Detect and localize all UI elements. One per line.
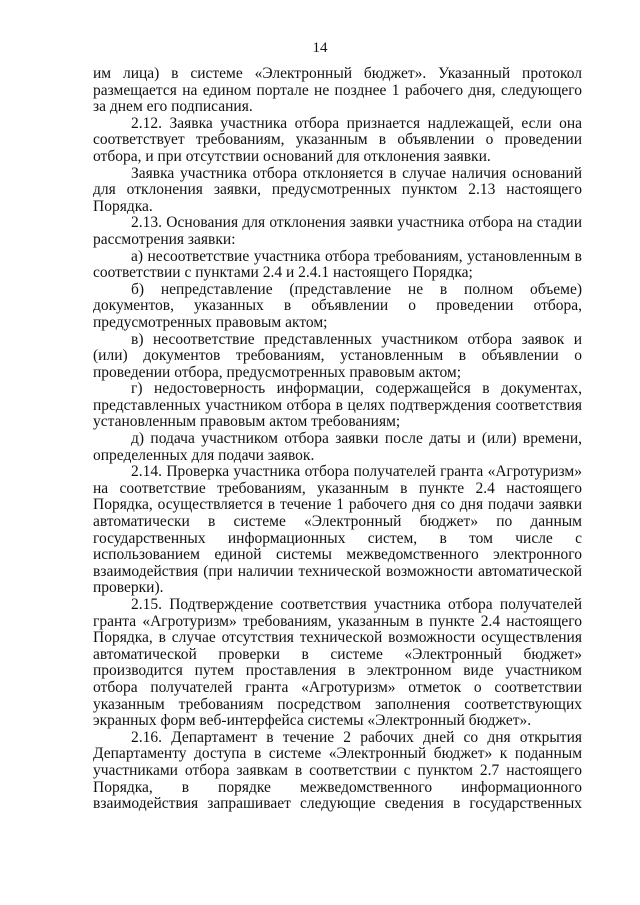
paragraph-2-12: 2.12. Заявка участника отбора признается надлежащей, если она соответствует требованиям, указанным в объявлении о проведении отбора, и при отсутствии оснований для отклонения заявки. bbox=[93, 114, 582, 165]
list-item-g: г) недостоверность информации, содержащейся в документах, представленных участником отбора в целях подтверждения соответствия установленным правовым актом требованиям; bbox=[93, 380, 582, 431]
page-number: 14 bbox=[312, 40, 328, 56]
paragraph-protocol-continuation: им лица) в системе «Электронный бюджет». Указанный протокол размещается на едином портале не позднее 1 рабочего дня, следующего за днем его подписания. bbox=[93, 65, 582, 116]
paragraph-application-rejection: Заявка участника отбора отклоняется в случае наличия оснований для отклонения заявки, предусмотренных пунктом 2.13 настоящего Порядка. bbox=[93, 164, 582, 215]
document-body bbox=[93, 66, 582, 813]
paragraph-2-15: 2.15. Подтверждение соответствия участника отбора получателей гранта «Агротуризм» требованиям, указанным в пункте 2.4 настоящего Порядка, в случае отсутствия технической возможности осуществления автоматической проверки в системе «Электронный бюджет» производится путем проставления в электронном виде участником отбора получателей гранта «Агротуризм» отметок о соответствии указанным требованиям посредством заполнения соответствующих экранных форм веб-интерфейса системы «Электронный бюджет». bbox=[93, 596, 582, 730]
paragraph-2-14: 2.14. Проверка участника отбора получателей гранта «Агротуризм» на соответствие требованиям, указанным в пункте 2.4 настоящего Порядка, осуществляется в течение 1 рабочего дня со дня подачи заявки автоматически в системе «Электронный бюджет» по данным государственных информационных систем, в том числе с использованием единой системы межведомственного электронного взаимодействия (при наличии технической возможности автоматической проверки). bbox=[93, 463, 582, 597]
paragraph-2-13: 2.13. Основания для отклонения заявки участника отбора на стадии рассмотрения заявки: bbox=[93, 214, 582, 248]
list-item-b: б) непредставление (представление не в полном объеме) документов, указанных в объявлении о проведении отбора, предусмотренных правовым актом; bbox=[93, 280, 582, 331]
list-item-v: в) несоответствие представленных участником отбора заявок и (или) документов требованиям, установленным в объявлении о проведении отбора, предусмотренных правовым актом; bbox=[93, 330, 582, 381]
list-item-d: д) подача участником отбора заявки после даты и (или) времени, определенных для подачи заявок. bbox=[93, 430, 582, 464]
paragraph-2-16: 2.16. Департамент в течение 2 рабочих дней со дня открытия Департаменту доступа в системе «Электронный бюджет» к поданным участниками отбора заявкам в соответствии с пунктом 2.7 настоящего Порядка, в порядке межведомственного информационного взаимодействия запрашивает следующие сведения в государственных bbox=[93, 728, 582, 813]
list-item-a: а) несоответствие участника отбора требованиям, установленным в соответствии с пунктами 2.4 и 2.4.1 настоящего Порядка; bbox=[93, 247, 582, 282]
